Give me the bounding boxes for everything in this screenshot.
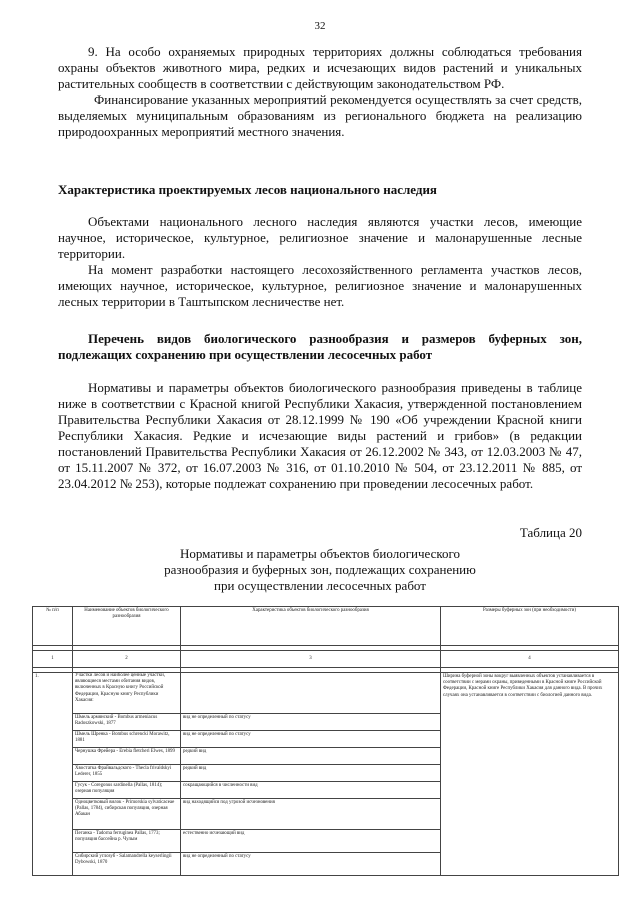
species-name: Гусук - Coregonus sardinella (Pallas, 1814); озерная популяция bbox=[73, 781, 180, 798]
species-name: Одноцветковый вилок - Primorskia sylvaticaceae (Pallas, 1784), сибирская популяция, озерная Абакан bbox=[73, 798, 180, 829]
header-number: № п/п bbox=[33, 607, 73, 646]
table-header-row bbox=[33, 607, 619, 646]
paragraph-heritage-objects: Объектами национального лесного наследия являются участки лесов, имеющие научное, историческое, культурное, религиозное значение и малонарушенные лесные территории. bbox=[58, 214, 582, 261]
buffer-zone-text: Ширина буферной зоны вокруг выявленных объектов устанавливается в соответствии с мерами охраны, приведенными в Красной книге Российской Федерации, Красной книге Республики Хакасия для данного вида. В прочих случаях она устанавливается в соответствии с биологией данного вида. bbox=[441, 673, 619, 876]
species-name: Хвостатка Фрайвальдского - Thecla frivaldskyi Lederer, 1855 bbox=[73, 764, 180, 781]
species-status: вид находящийся под угрозой исчезновения bbox=[181, 798, 440, 829]
species-status: редкий вид bbox=[181, 764, 440, 781]
species-status: вид не определенный по статусу bbox=[181, 852, 440, 875]
species-status: сокращающийся в численности вид bbox=[181, 781, 440, 798]
header-buffer-size: Размеры буферных зон (при необходимости) bbox=[441, 607, 619, 646]
species-status: редкий вид bbox=[181, 747, 440, 764]
paragraph-protected-areas: 9. На особо охраняемых природных территориях должны соблюдаться требования охраны объектов животного мира, редких и исчезающих видов растений и уникальных растительных сообществ в соответствии с действующим законодательством РФ. bbox=[58, 44, 582, 91]
header-object-name: Наименование объектов биологического разнообразия bbox=[73, 607, 181, 646]
species-name: Чернушка Фрейера - Erebia fletcheri Elwes, 1899 bbox=[73, 747, 180, 764]
table-title-line: разнообразия и буферных зон, подлежащих сохранению bbox=[164, 562, 476, 577]
table-label: Таблица 20 bbox=[519, 525, 582, 540]
status-spacer bbox=[183, 673, 438, 713]
species-status: вид не определенный по статусу bbox=[181, 730, 440, 747]
species-name: Пеганка - Tadorna ferruginea Pallas, 1773; популяция бассейна р. Чулым bbox=[73, 829, 180, 852]
column-number: 1 bbox=[33, 651, 73, 668]
column-number: 3 bbox=[181, 651, 441, 668]
section-protected-areas bbox=[58, 44, 582, 140]
column-number: 4 bbox=[441, 651, 619, 668]
table-column-numbers bbox=[33, 651, 619, 668]
paragraph-heritage-none: На момент разработки настоящего лесохозяйственного регламента участков лесов, имеющих научное, историческое, культурное, религиозное значение и малонарушенных лесных территории в Таштыпском лесничестве нет. bbox=[58, 262, 582, 309]
heading-biodiversity: Перечень видов биологического разнообразия и размеров буферных зон, подлежащих сохранению при осуществлении лесосечных работ bbox=[58, 331, 582, 362]
species-list-cell bbox=[73, 673, 181, 876]
page-number: 32 bbox=[314, 20, 326, 32]
table-title-line: Нормативы и параметры объектов биологического bbox=[179, 546, 461, 561]
table-row bbox=[33, 673, 619, 876]
group-label: Участки лесов и наиболее ценные участки, являющиеся местами обитания видов, включенных в Красную книгу Российской Федерации, Красную книгу Республики Хакасия: bbox=[75, 673, 165, 703]
heading-heritage-forests: Характеристика проектируемых лесов национального наследия bbox=[58, 182, 437, 197]
species-name: Шмель Шренка - Bombus schrencki Morawitz, 1881 bbox=[73, 730, 180, 747]
column-number: 2 bbox=[73, 651, 181, 668]
table-title-line: при осуществлении лесосечных работ bbox=[214, 578, 426, 593]
section-biodiversity-text bbox=[58, 380, 582, 492]
species-status: вид не определенный по статусу bbox=[181, 713, 440, 730]
section-heritage bbox=[58, 182, 582, 198]
biodiversity-table bbox=[32, 606, 619, 876]
species-name: Сибирский углозуб - Salamandrella keyserlingii Dybowski, 1870 bbox=[73, 852, 180, 875]
paragraph-financing: Финансирование указанных мероприятий рекомендуется осуществлять за счет средств, выделяемых муниципальным образованиям из регионального бюджета на реализацию природоохранных мероприятий местного значения. bbox=[58, 92, 582, 139]
species-status: естественно исчезающий вид bbox=[181, 829, 440, 852]
row-number: 1. bbox=[33, 673, 73, 876]
section-biodiversity-heading bbox=[58, 331, 582, 363]
header-characteristic: Характеристика объектов биологического разнообразия bbox=[181, 607, 441, 646]
species-name: Шмель армянский - Bombus armeniacus Radoszkowski, 1877 bbox=[73, 713, 180, 730]
status-list-cell bbox=[181, 673, 441, 876]
paragraph-red-book: Нормативы и параметры объектов биологического разнообразия приведены в таблице ниже в соответствии с Красной книгой Республики Хакасия, утвержденной постановлением Правительства Республики Хакасия от 28.12.1999 № 190 «Об учреждении Красной книги Республики Хакасия. Редкие и исчезающие виды растений и грибов» (в редакции постановлений Правительства Республики Хакасия от 26.12.2002 № 343, от 12.03.2003 № 47, от 15.11.2007 № 372, от 16.07.2003 № 316, от 01.10.2010 № 504, от 23.12.2011 № 885, от 23.04.2012 № 253), которые подлежат сохранению при проведении лесосечных работ. bbox=[58, 380, 582, 491]
table-title bbox=[0, 546, 640, 594]
section-heritage-text bbox=[58, 214, 582, 310]
